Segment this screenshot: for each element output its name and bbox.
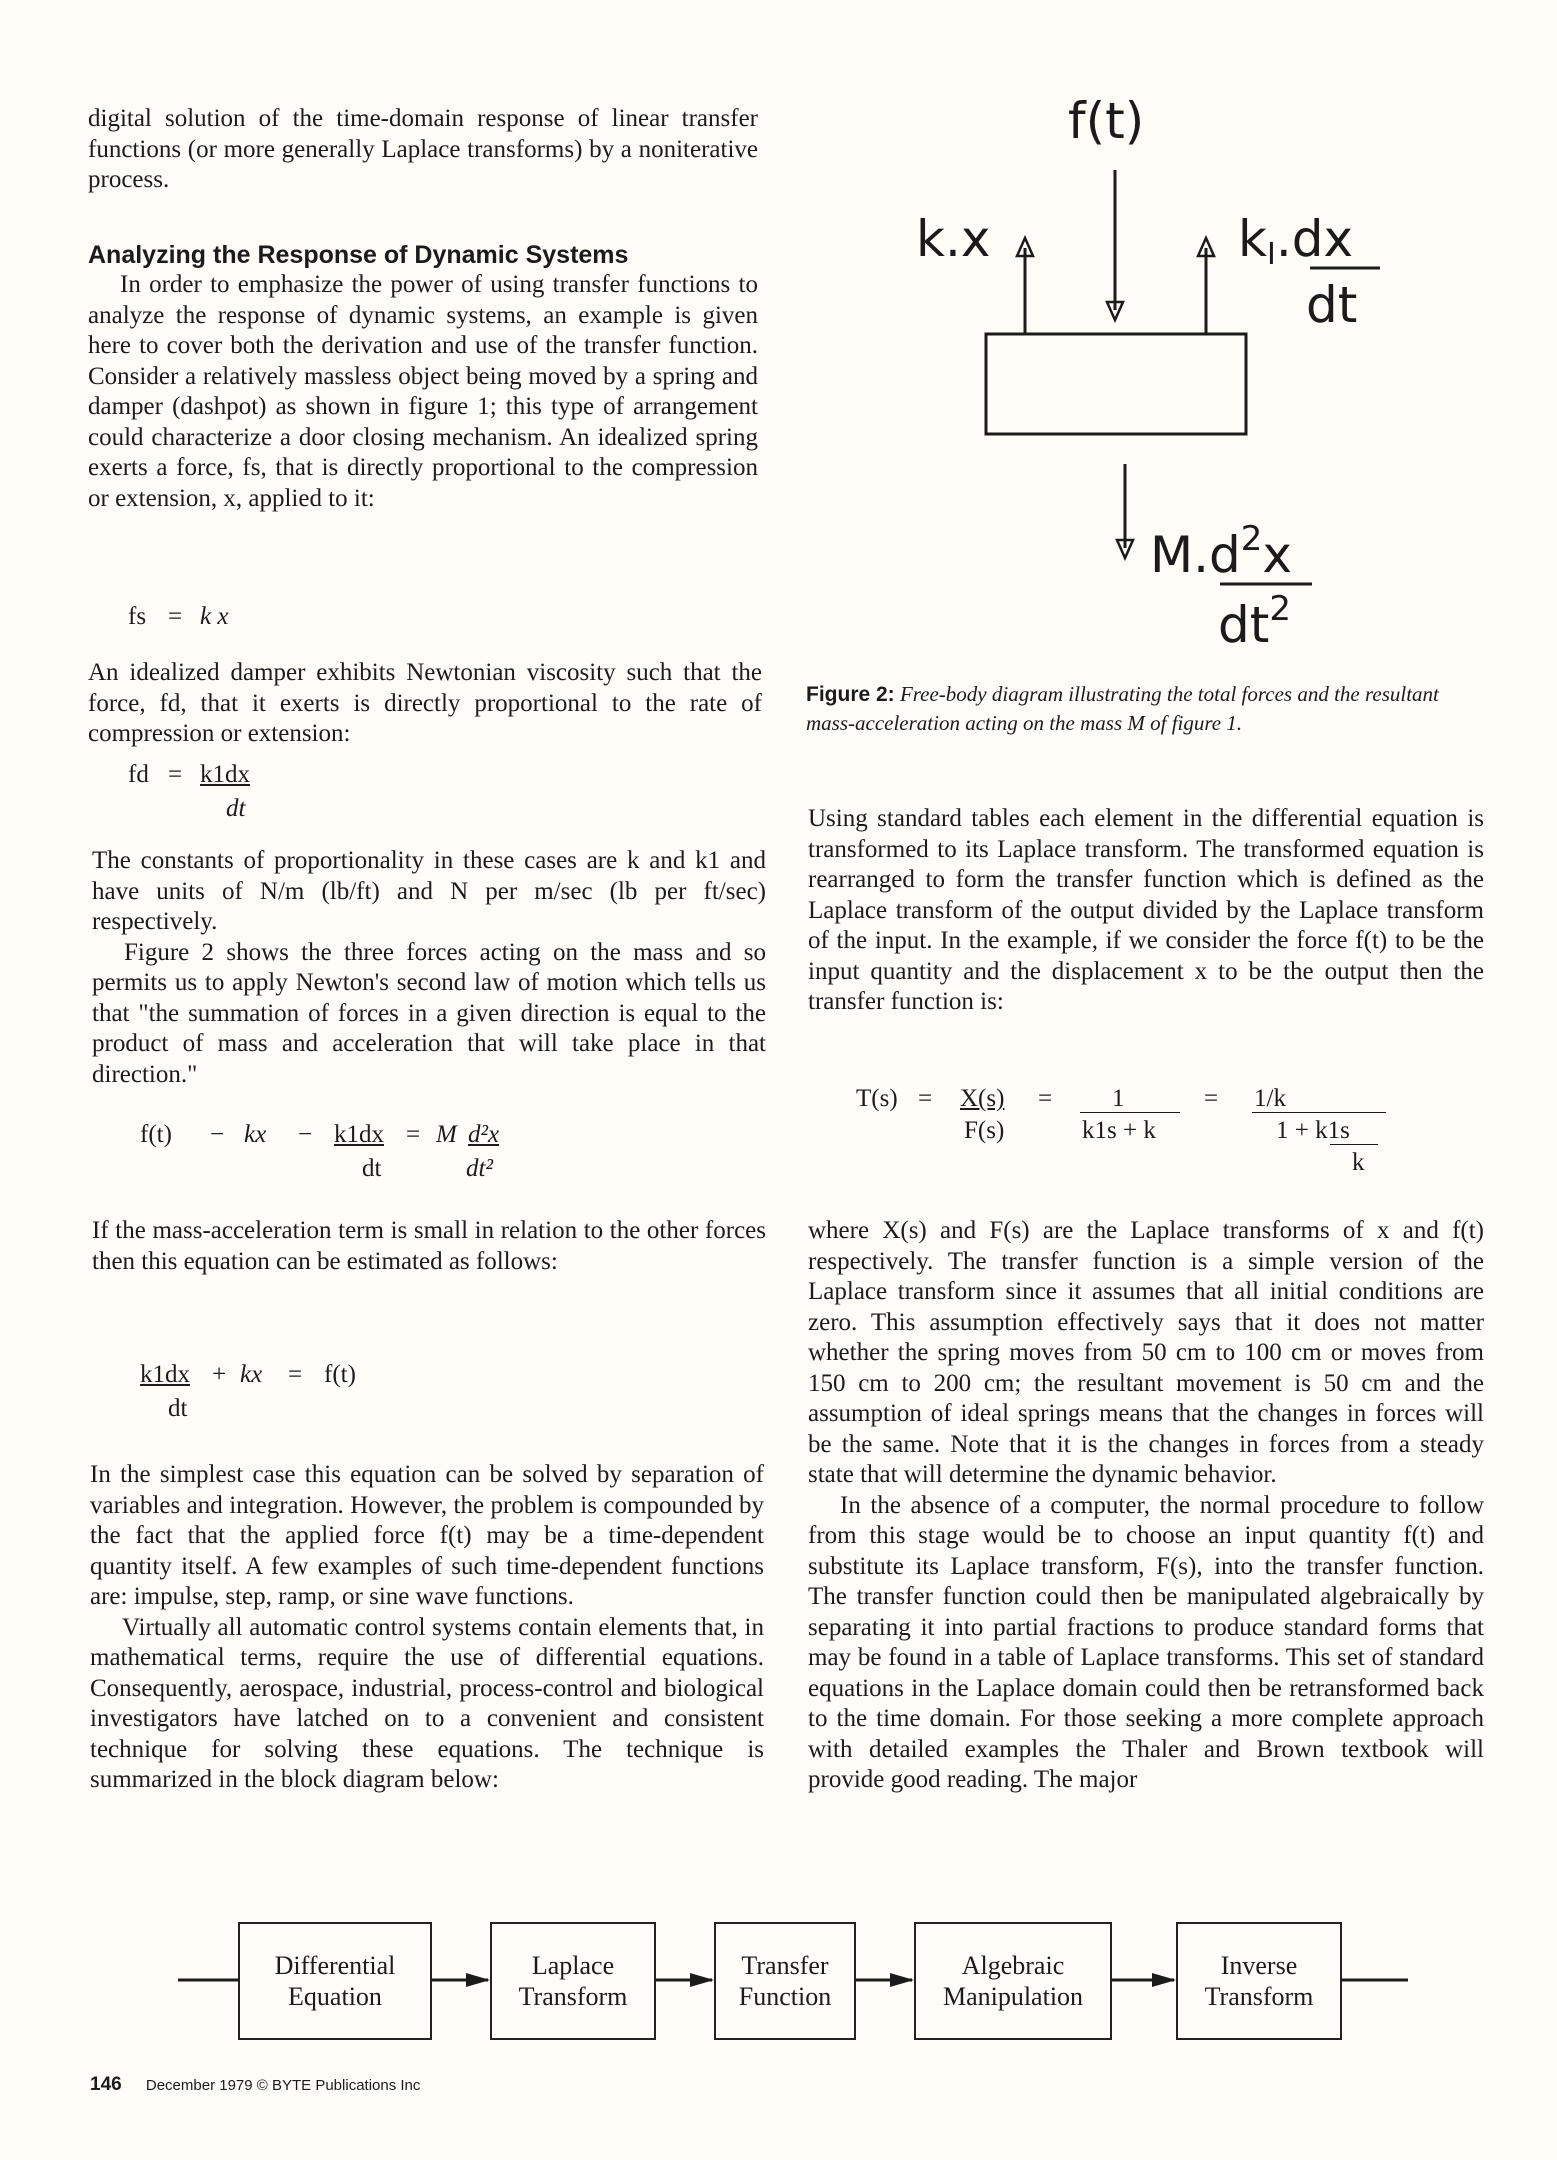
tf-d3-bar bbox=[1330, 1144, 1378, 1145]
flow-box-1-line2: Equation bbox=[288, 1982, 382, 2011]
eq1-lhs: fs bbox=[128, 603, 147, 630]
flow-box-inverse-transform bbox=[1176, 1922, 1342, 2040]
mass-accel-den: $dt^2$ bbox=[1218, 589, 1291, 654]
eq4-eq: = bbox=[288, 1361, 303, 1388]
tf-n2: 1 bbox=[1112, 1085, 1125, 1112]
tf-n3: 1/k bbox=[1254, 1085, 1286, 1112]
flow-box-5-line2: Transform bbox=[1204, 1982, 1314, 2011]
page-number: 146 bbox=[90, 2074, 122, 2095]
eq4-b: kx bbox=[240, 1361, 263, 1388]
flow-arrowhead-1 bbox=[466, 1973, 490, 1987]
eq1-rhs: k x bbox=[200, 603, 229, 630]
eq4-a: k1dx bbox=[140, 1361, 190, 1388]
flow-box-laplace-transform bbox=[490, 1922, 656, 2040]
eq3-d: M bbox=[436, 1121, 457, 1148]
eq3-cden: dt bbox=[362, 1155, 382, 1182]
flow-box-2-line2: Transform bbox=[518, 1982, 628, 2011]
flow-box-transfer-function bbox=[714, 1922, 856, 2040]
flow-box-1-line1: Differential bbox=[274, 1951, 396, 1980]
tf-lhs: T(s) bbox=[856, 1085, 898, 1112]
left-column-5 bbox=[90, 1460, 764, 1796]
right-paragraph-3: In the absence of a computer, the normal procedure to follow from this stage would be to choose an input quantity f(t) and substitute its Laplace transform, F(s), into the transfer function. The transfer function could then be manipulated algebraically by separating it into partial fractions to produce standard forms that may be found in a table of Laplace transforms. This set of standard equations in the Laplace domain could then be retransformed back to the time domain. For those seeking a more complete approach with detailed examples the Thaler and Brown textbook will provide good reading. The major bbox=[808, 1491, 1484, 1793]
tf-n1: X(s) bbox=[960, 1085, 1005, 1112]
eq3-b: kx bbox=[244, 1121, 267, 1148]
tf-e3: = bbox=[1204, 1085, 1219, 1112]
paragraph-1: In order to emphasize the power of using transfer functions to analyze the response of dynamic systems, an example is given here to cover both the derivation and use of the transfer function. Consider a relatively massless object being moved by a spring and damper (dashpot) as shown in figure 1; this type of arrangement could characterize a door closing mechanism. An idealized spring exerts a force, fs, that is directly proportional to the compression or extension, x, applied to it: bbox=[88, 271, 758, 512]
tf-bar2 bbox=[1080, 1112, 1180, 1113]
section-heading: Analyzing the Response of Dynamic Systems bbox=[88, 240, 629, 269]
tf-e2: = bbox=[1038, 1085, 1053, 1112]
eq4-aden: dt bbox=[168, 1395, 188, 1422]
paragraph-2: An idealized damper exhibits Newtonian viscosity such that the force, fd, that it exerts is directly proportional to the rate of compression or extension: bbox=[88, 659, 762, 747]
paragraph-4: Figure 2 shows the three forces acting on the mass and so permits us to apply Newton's second law of motion which tells us that "the summation of forces in a given direction is equal to the product of mass and acceleration that will take place in that direction." bbox=[92, 938, 766, 1088]
flow-box-3-line1: Transfer bbox=[741, 1951, 829, 1980]
right-column bbox=[808, 804, 1484, 1018]
left-column-3 bbox=[92, 846, 766, 1090]
right-paragraph-1: Using standard tables each element in the differential equation is transformed to its Laplace transform. The transformed equation is rearranged to form the transfer function which is defined as the Laplace transform of the output divided by the Laplace transform of the input. In the example, if we consider the force f(t) to be the input quantity and the displacement x to be the output then the transfer function is: bbox=[808, 805, 1484, 1015]
paragraph-5: If the mass-acceleration term is small in relation to the other forces then this equation can be estimated as follows: bbox=[92, 1217, 766, 1275]
eq1-eq: = bbox=[168, 603, 183, 630]
left-column-4 bbox=[92, 1216, 766, 1277]
caption-text: Free-body diagram illustrating the total forces and the resultant mass-acceleration acting on the mass M of figure 1. bbox=[806, 682, 1439, 735]
eq4-plus: + bbox=[212, 1361, 227, 1388]
intro-paragraph: digital solution of the time-domain response of linear transfer functions (or more generally Laplace transforms) by a noniterative process. bbox=[88, 105, 758, 193]
eq3-c: k1dx bbox=[334, 1121, 384, 1148]
figure-2-free-body-diagram bbox=[880, 90, 1400, 670]
eq3-m2: − bbox=[298, 1121, 313, 1148]
eq3-dden: dt² bbox=[466, 1155, 493, 1182]
figure-2-caption bbox=[806, 680, 1480, 738]
force-kx-label: k.x bbox=[916, 210, 991, 268]
caption-label: Figure 2: bbox=[806, 683, 895, 706]
paragraph-7: Virtually all automatic control systems contain elements that, in mathematical terms, require the use of differential equations. Consequently, aerospace, industrial, process-control and biological investigators have latched on to a convenient and consistent technique for solving these equations. The technique is summarized in the block diagram below: bbox=[90, 1613, 764, 1793]
right-column-2 bbox=[808, 1216, 1484, 1796]
flow-arrowhead-4 bbox=[1152, 1973, 1176, 1987]
flow-box-4-line2: Manipulation bbox=[942, 1982, 1084, 2011]
force-k1-label: kI.dx bbox=[1238, 210, 1354, 272]
eq2-num: k1dx bbox=[200, 761, 250, 788]
tf-e1: = bbox=[918, 1085, 933, 1112]
flow-box-algebraic-manipulation bbox=[914, 1922, 1112, 2040]
mass-block bbox=[986, 334, 1246, 434]
tf-d2: k1s + k bbox=[1082, 1117, 1156, 1144]
right-paragraph-2: where X(s) and F(s) are the Laplace transforms of x and f(t) respectively. The transfer function is a simple version of the Laplace transform since it assumes that all initial conditions are zero. This assumption effectively says that it does not matter whether the spring moves from 50 cm to 100 cm or moves from 150 cm to 200 cm; the resultant movement is 50 cm and the assumption of ideal springs means that the changes in forces will be the same. Note that it is the changes in forces from a steady state that will determine the dynamic behavior. bbox=[808, 1217, 1484, 1488]
eq2-den: dt bbox=[226, 795, 246, 822]
eq3-a: f(t) bbox=[140, 1121, 172, 1148]
left-column bbox=[88, 104, 758, 514]
left-column-2 bbox=[88, 658, 762, 750]
tf-d1: F(s) bbox=[964, 1117, 1005, 1144]
eq2-eq: = bbox=[168, 761, 183, 788]
eq3-eq: = bbox=[406, 1121, 421, 1148]
flow-arrowhead-2 bbox=[690, 1973, 714, 1987]
mass-accel-label: $M.d^2x$ bbox=[1150, 519, 1293, 584]
footer-text: December 1979 © BYTE Publications Inc bbox=[145, 2077, 421, 2094]
eq2-lhs: fd bbox=[128, 761, 149, 788]
flow-box-differential-equation bbox=[238, 1922, 432, 2040]
flow-box-5-line1: Inverse bbox=[1220, 1951, 1298, 1980]
flow-box-4-line1: Algebraic bbox=[961, 1951, 1065, 1980]
paragraph-6: In the simplest case this equation can be solved by separation of variables and integration. However, the problem is compounded by the fact that the applied force f(t) may be a time-dependent quantity itself. A few examples of such time-dependent functions are: impulse, step, ramp, or sine wave functions. bbox=[90, 1461, 764, 1610]
eq3-dnum: d²x bbox=[468, 1121, 500, 1148]
eq3-m1: − bbox=[210, 1121, 225, 1148]
page-footer bbox=[90, 2074, 420, 2096]
force-ft-label: f(t) bbox=[1068, 92, 1145, 150]
paragraph-3: The constants of proportionality in these cases are k and k1 and have units of N/m (lb/ft) and N per m/sec (lb per ft/sec) respectively. bbox=[92, 847, 766, 935]
flow-box-3-line2: Function bbox=[738, 1982, 832, 2011]
force-k1-den: dt bbox=[1306, 276, 1358, 334]
flow-arrowhead-3 bbox=[890, 1973, 914, 1987]
flow-box-2-line1: Laplace bbox=[531, 1951, 615, 1980]
eq4-c: f(t) bbox=[324, 1361, 356, 1388]
tf-bar3 bbox=[1252, 1112, 1386, 1113]
tf-d3b: k bbox=[1352, 1149, 1365, 1176]
tf-d3: 1 + k1s bbox=[1276, 1117, 1350, 1144]
